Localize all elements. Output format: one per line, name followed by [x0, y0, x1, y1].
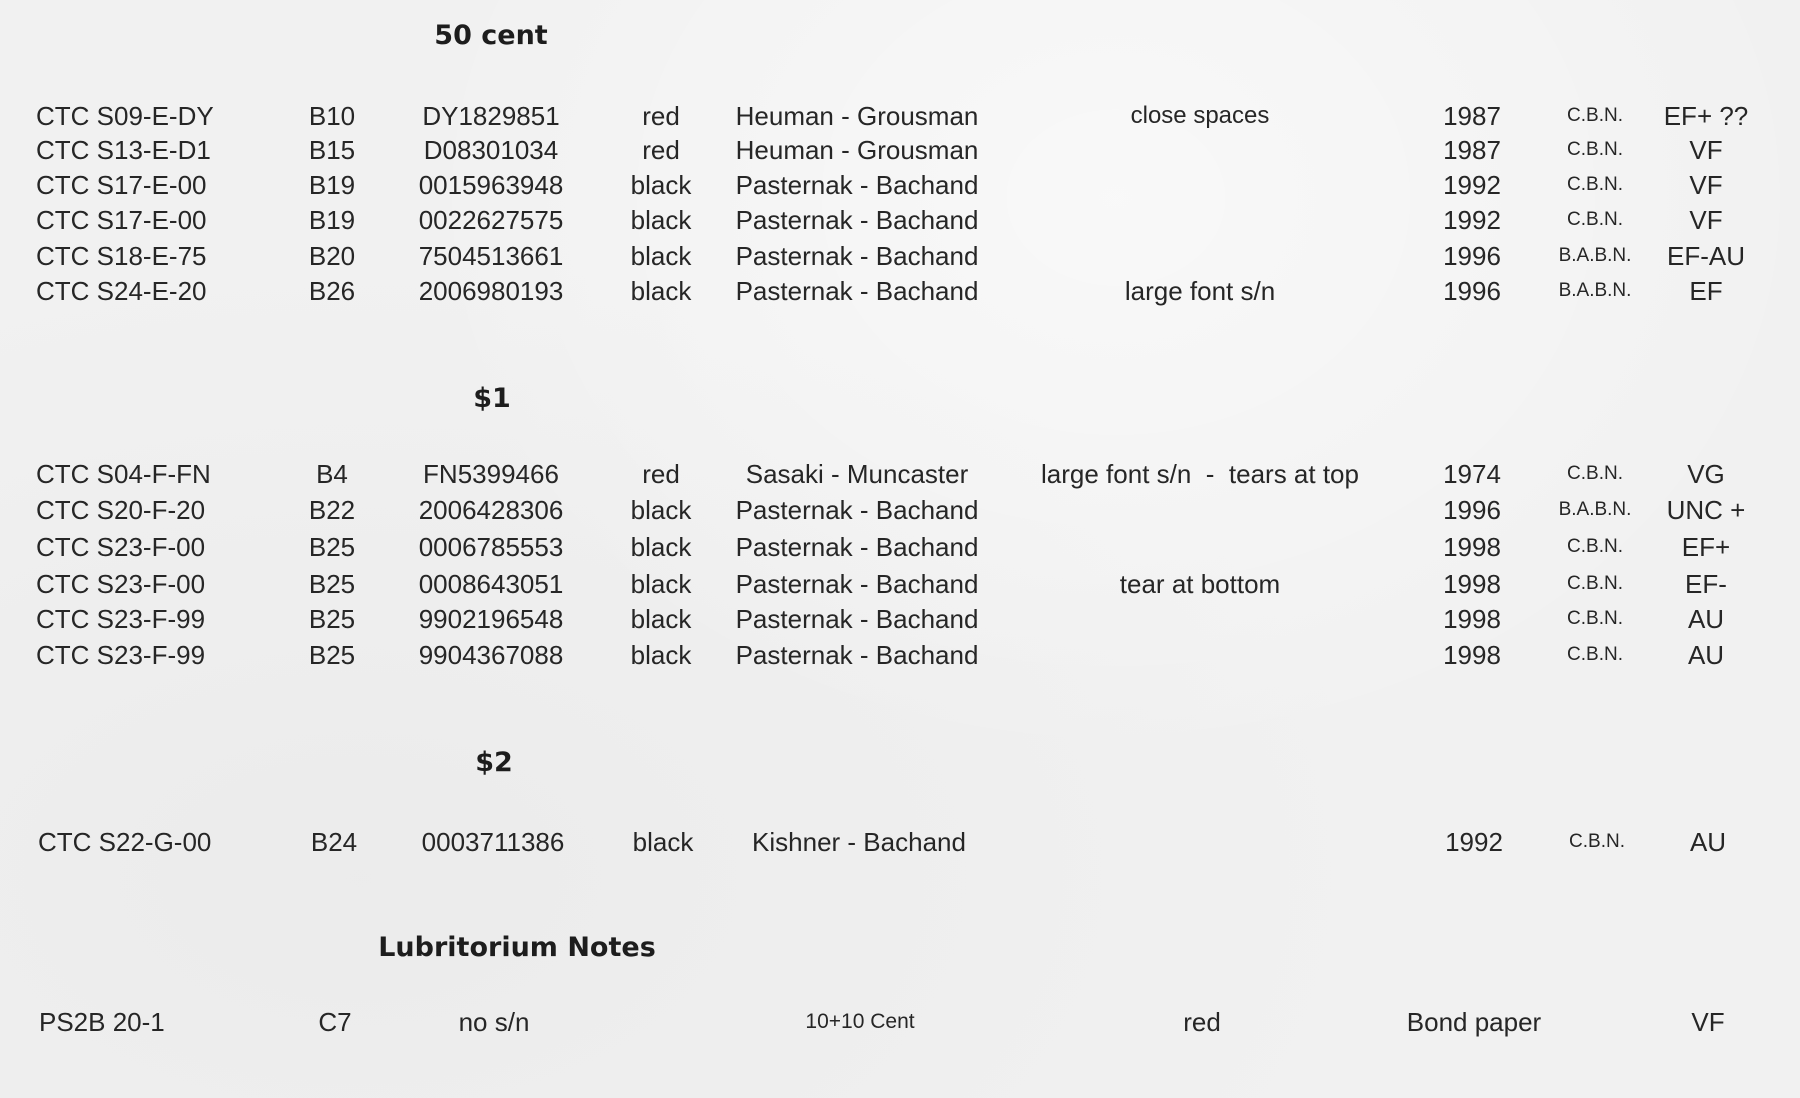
year: 1998	[1443, 640, 1501, 670]
table-row	[0, 203, 1800, 237]
serial-number: 0003711386	[421, 827, 565, 857]
reference-code: B25	[308, 604, 356, 634]
year: 1987	[1443, 135, 1501, 165]
catalog-number: CTC S22-G-00	[38, 827, 212, 857]
grade: EF-AU	[1667, 241, 1745, 271]
printer: C.B.N.	[1567, 174, 1623, 195]
printer: B.A.B.N.	[1558, 245, 1632, 266]
reference-code: C7	[318, 1007, 352, 1037]
table-row	[0, 602, 1800, 636]
year: 1996	[1443, 241, 1501, 271]
serial-number: 9902196548	[418, 604, 564, 634]
grade: VG	[1687, 459, 1725, 489]
signatures: Pasternak - Bachand	[735, 532, 979, 562]
table-row	[0, 530, 1800, 564]
signatures: Kishner - Bachand	[752, 827, 966, 857]
note: tear at bottom	[1119, 569, 1281, 599]
serial-number: no s/n	[458, 1007, 530, 1037]
reference-code: B25	[308, 532, 356, 562]
serial-number: 0008643051	[418, 569, 564, 599]
ink-color: black	[630, 640, 692, 670]
grade: VF	[1689, 170, 1723, 200]
year: 1974	[1443, 459, 1501, 489]
ink-color: red	[642, 101, 680, 131]
note: large font s/n - tears at top	[1041, 459, 1359, 489]
paper-type: Bond paper	[1406, 1007, 1542, 1037]
table-row	[0, 825, 1800, 859]
denomination: 10+10 Cent	[805, 1010, 915, 1033]
table-row	[0, 567, 1800, 601]
catalog-number: CTC S17-E-00	[36, 170, 207, 200]
table-row	[0, 638, 1800, 672]
signatures: Pasternak - Bachand	[735, 569, 979, 599]
ink-color: black	[630, 532, 692, 562]
signatures: Pasternak - Bachand	[735, 604, 979, 634]
section-heading-1-dollar: $1	[473, 383, 511, 414]
grade: EF-	[1685, 569, 1727, 599]
ink-color: black	[632, 827, 694, 857]
ink-color: black	[630, 604, 692, 634]
printer: C.B.N.	[1567, 105, 1623, 126]
catalog-number: CTC S24-E-20	[36, 276, 207, 306]
serial-number: 7504513661	[418, 241, 564, 271]
note: large font s/n	[1124, 276, 1276, 306]
printer: C.B.N.	[1567, 209, 1623, 230]
serial-number: DY1829851	[422, 101, 560, 131]
year: 1998	[1443, 569, 1501, 599]
signatures: Pasternak - Bachand	[735, 241, 979, 271]
table-row	[0, 274, 1800, 308]
ink-color: red	[1183, 1007, 1221, 1037]
catalog-number: CTC S13-E-D1	[36, 135, 211, 165]
signatures: Heuman - Grousman	[735, 135, 979, 165]
catalog-number: CTC S18-E-75	[36, 241, 207, 271]
ink-color: red	[642, 459, 680, 489]
reference-code: B19	[308, 205, 356, 235]
catalog-number: CTC S17-E-00	[36, 205, 207, 235]
printer: C.B.N.	[1567, 139, 1623, 160]
table-row	[0, 239, 1800, 273]
section-heading-lubritorium-notes: Lubritorium Notes	[378, 932, 656, 963]
serial-number: 0006785553	[418, 532, 564, 562]
year: 1992	[1445, 827, 1503, 857]
printer: C.B.N.	[1567, 536, 1623, 557]
signatures: Pasternak - Bachand	[735, 170, 979, 200]
reference-code: B25	[308, 640, 356, 670]
catalog-number: CTC S04-F-FN	[36, 459, 211, 489]
reference-code: B19	[308, 170, 356, 200]
printer: C.B.N.	[1567, 463, 1623, 484]
serial-number: 0015963948	[418, 170, 564, 200]
reference-code: B22	[308, 495, 356, 525]
catalog-number: CTC S23-F-99	[36, 640, 206, 670]
section-heading-50-cent: 50 cent	[434, 20, 548, 51]
serial-number: 2006428306	[418, 495, 564, 525]
ink-color: red	[642, 135, 680, 165]
reference-code: B25	[308, 569, 356, 599]
printer: C.B.N.	[1567, 573, 1623, 594]
printer: B.A.B.N.	[1558, 499, 1632, 520]
year: 1996	[1443, 495, 1501, 525]
catalog-number: CTC S23-F-99	[36, 604, 206, 634]
grade: AU	[1687, 640, 1725, 670]
signatures: Heuman - Grousman	[735, 101, 979, 131]
catalog-number: CTC S09-E-DY	[36, 101, 214, 131]
signatures: Pasternak - Bachand	[735, 205, 979, 235]
serial-number: 0022627575	[418, 205, 564, 235]
catalog-number: PS2B 20-1	[39, 1007, 165, 1037]
grade: VF	[1689, 205, 1723, 235]
printer: C.B.N.	[1569, 831, 1625, 852]
table-row	[0, 493, 1800, 527]
table-row	[0, 457, 1800, 491]
year: 1987	[1443, 101, 1501, 131]
ink-color: black	[630, 170, 692, 200]
serial-number: D08301034	[423, 135, 559, 165]
grade: VF	[1691, 1007, 1725, 1037]
ink-color: black	[630, 276, 692, 306]
reference-code: B4	[316, 459, 348, 489]
signatures: Sasaki - Muncaster	[745, 459, 969, 489]
signatures: Pasternak - Bachand	[735, 640, 979, 670]
ink-color: black	[630, 241, 692, 271]
catalog-number: CTC S23-F-00	[36, 569, 206, 599]
reference-code: B24	[310, 827, 358, 857]
grade: EF+	[1681, 532, 1731, 562]
table-row	[0, 99, 1800, 133]
signatures: Pasternak - Bachand	[735, 495, 979, 525]
catalog-number: CTC S23-F-00	[36, 532, 206, 562]
grade: UNC +	[1666, 495, 1746, 525]
reference-code: B15	[308, 135, 356, 165]
grade: VF	[1689, 135, 1723, 165]
year: 1996	[1443, 276, 1501, 306]
section-heading-2-dollar: $2	[475, 747, 513, 778]
note: close spaces	[1130, 102, 1270, 129]
reference-code: B10	[308, 101, 356, 131]
grade: EF	[1689, 276, 1723, 306]
table-row	[0, 168, 1800, 202]
year: 1992	[1443, 170, 1501, 200]
grade: AU	[1687, 604, 1725, 634]
printer: C.B.N.	[1567, 608, 1623, 629]
printer: C.B.N.	[1567, 644, 1623, 665]
serial-number: 2006980193	[418, 276, 564, 306]
ink-color: black	[630, 569, 692, 599]
serial-number: 9904367088	[418, 640, 564, 670]
table-row	[0, 133, 1800, 167]
ink-color: black	[630, 495, 692, 525]
year: 1998	[1443, 532, 1501, 562]
signatures: Pasternak - Bachand	[735, 276, 979, 306]
grade: EF+ ??	[1663, 101, 1749, 131]
table-row	[0, 1005, 1800, 1039]
grade: AU	[1689, 827, 1727, 857]
year: 1992	[1443, 205, 1501, 235]
printer: B.A.B.N.	[1558, 280, 1632, 301]
catalog-number: CTC S20-F-20	[36, 495, 206, 525]
serial-number: FN5399466	[423, 459, 559, 489]
ink-color: black	[630, 205, 692, 235]
reference-code: B26	[308, 276, 356, 306]
year: 1998	[1443, 604, 1501, 634]
reference-code: B20	[308, 241, 356, 271]
